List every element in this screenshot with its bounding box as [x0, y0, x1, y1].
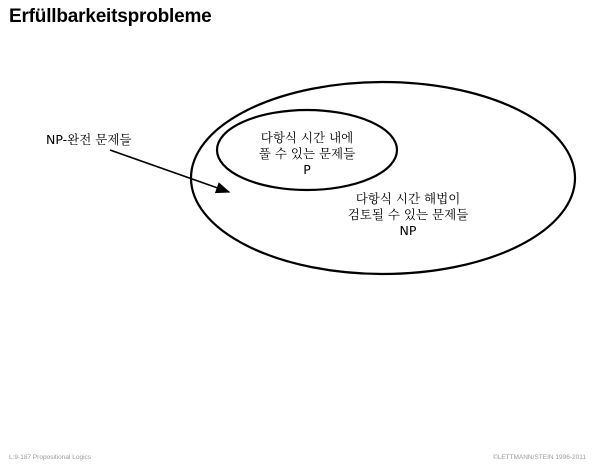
- p-label-line1: 다항식 시간 내에: [260, 130, 354, 145]
- p-label-line2: 풀 수 있는 문제들: [258, 146, 356, 161]
- footer-right: ©LETTMANN/STEIN 1996-2011: [492, 454, 586, 461]
- p-label: [225, 130, 389, 178]
- slide-title: Erfüllbarkeitsprobleme: [9, 6, 212, 27]
- np-label-line2: 검토될 수 있는 문제들: [347, 207, 469, 222]
- p-label-symbol: P: [303, 162, 311, 177]
- np-complete-arrow: [110, 150, 229, 192]
- np-outer-ellipse: [191, 82, 575, 274]
- np-complete-label: NP-완전 문제들: [46, 132, 132, 147]
- footer-left: L:9-187 Propositional Logics: [9, 454, 92, 461]
- np-label: [318, 191, 498, 239]
- np-label-symbol: NP: [399, 223, 417, 238]
- np-label-line1: 다항식 시간 해법이: [355, 191, 461, 206]
